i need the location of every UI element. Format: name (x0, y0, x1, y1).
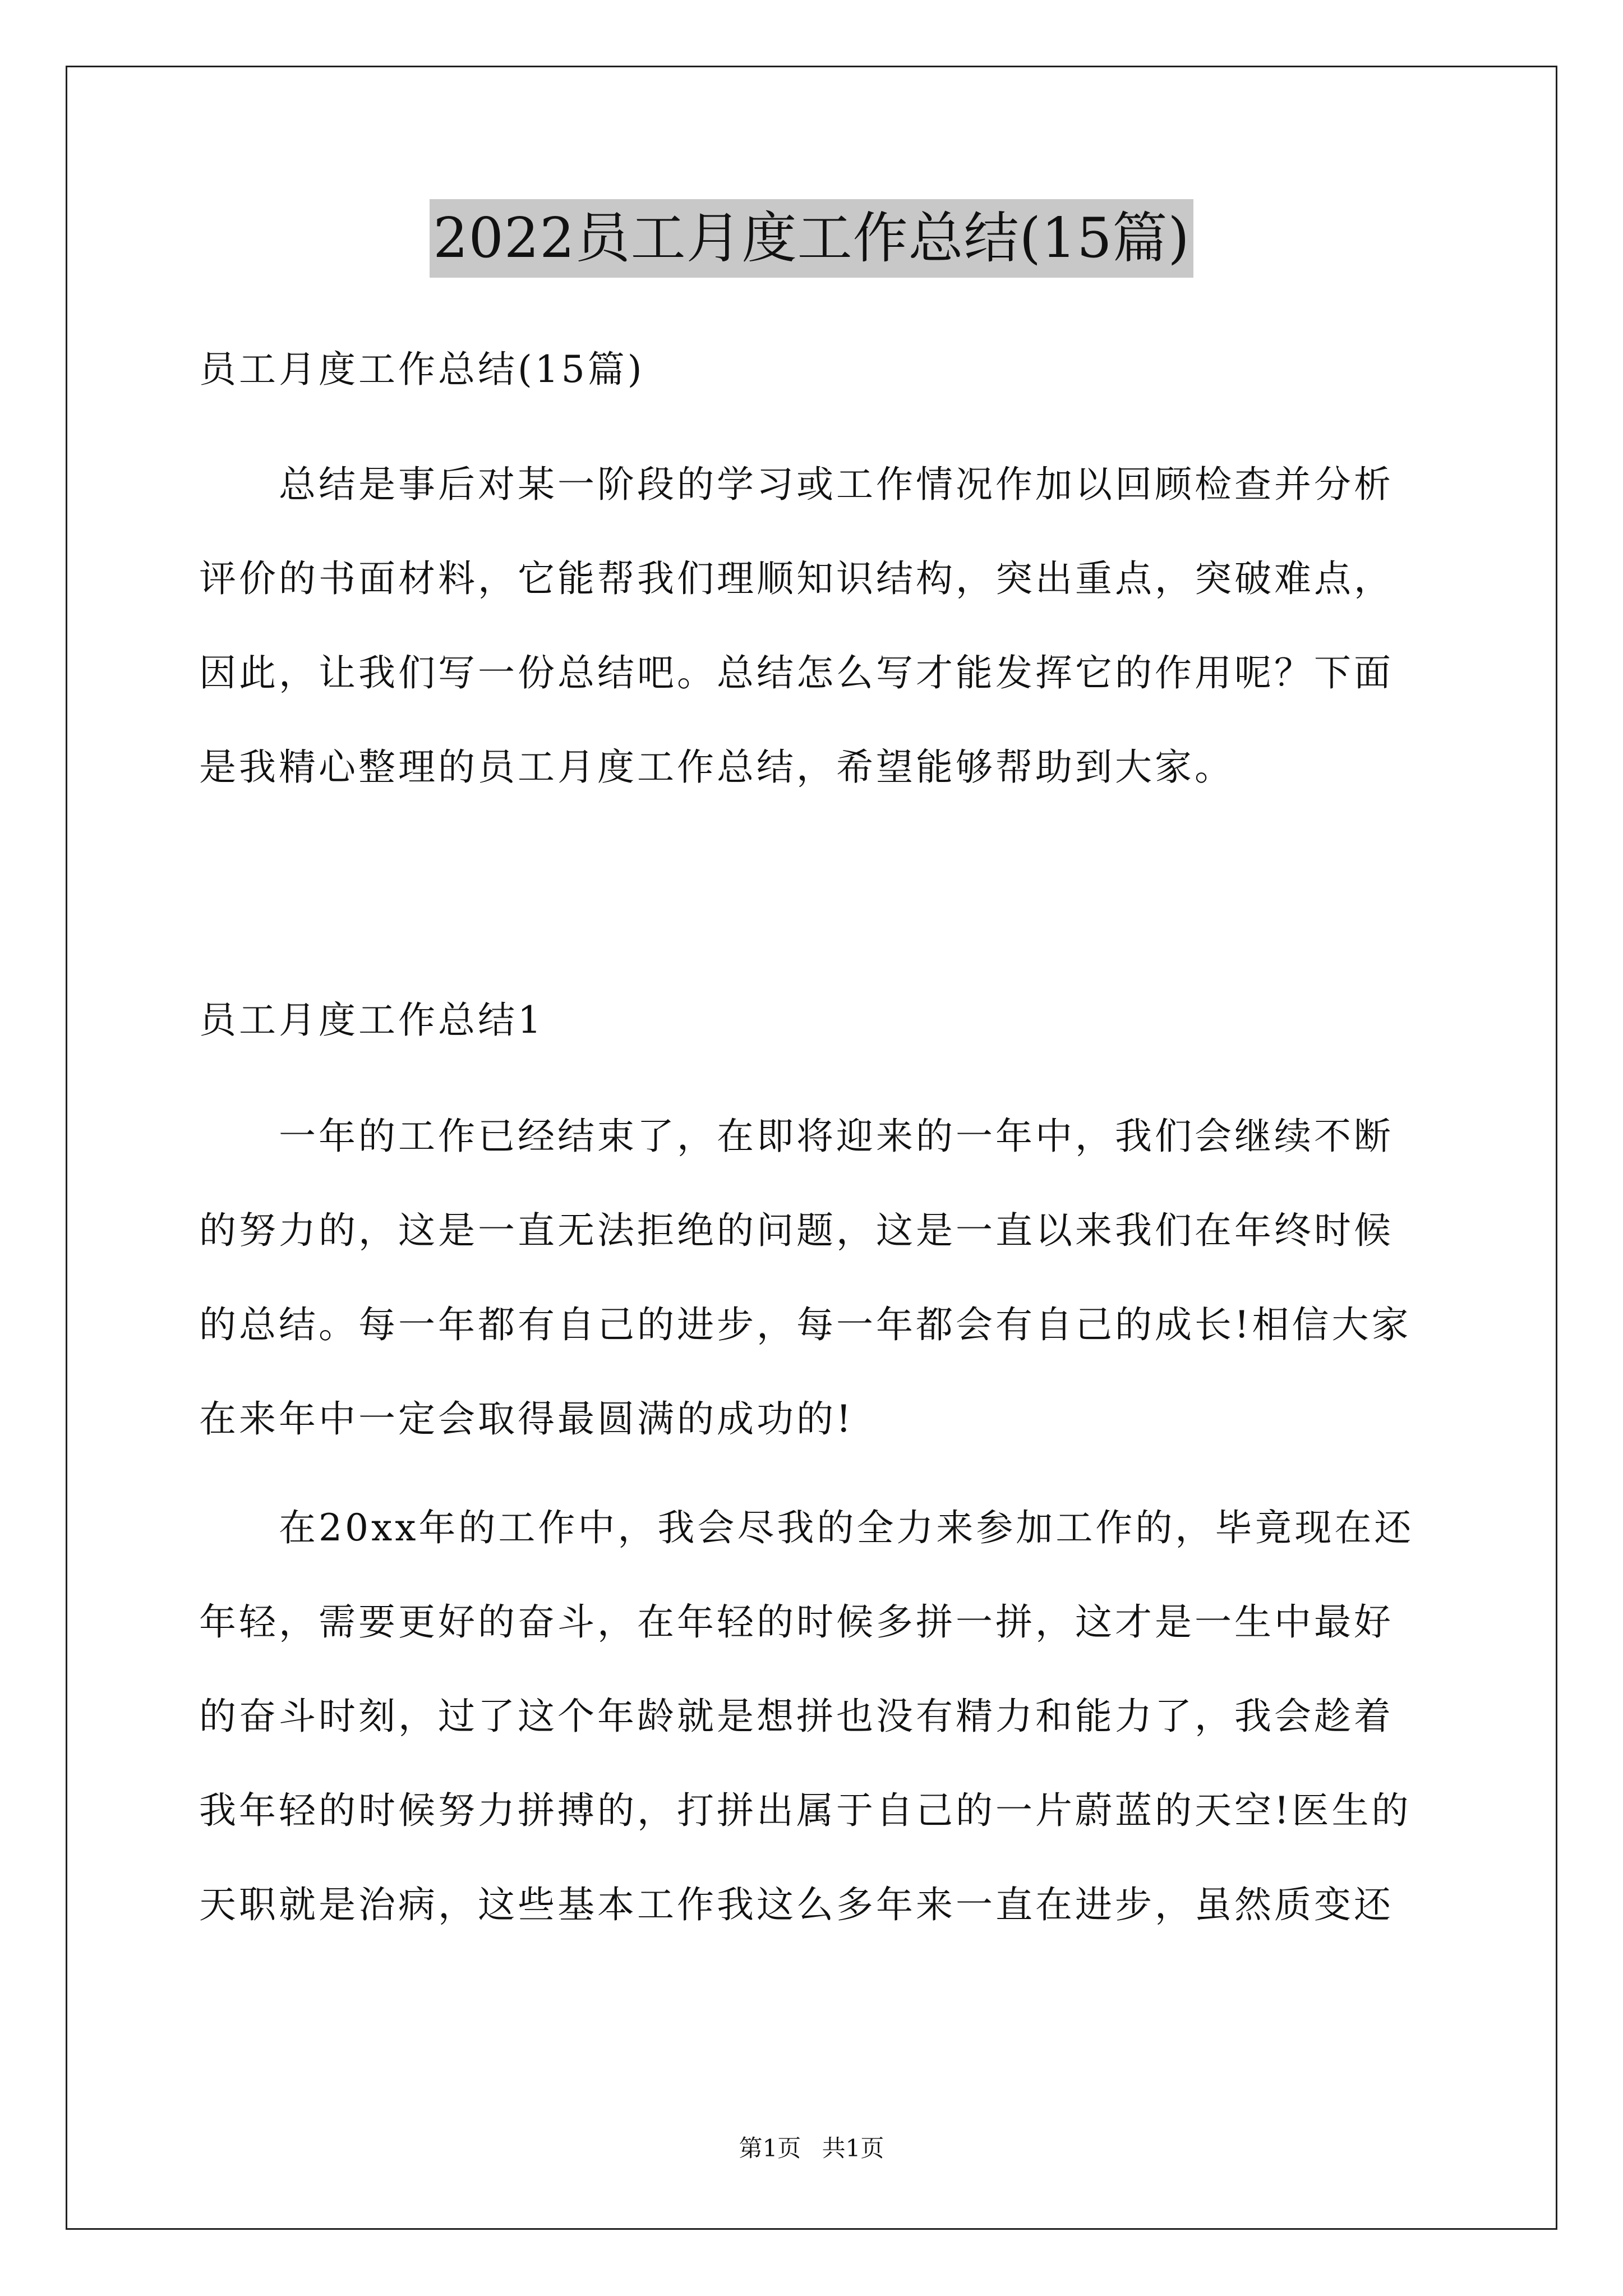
document-subtitle: 员工月度工作总结(15篇) (199, 348, 645, 391)
page-number-total: 共1页 (822, 2134, 884, 2162)
page-footer (0, 2132, 1623, 2165)
section1-paragraph-2 (199, 1503, 1433, 1930)
text-line: 因此，让我们写一份总结吧。总结怎么写才能发挥它的作用呢？下面 (199, 651, 1394, 694)
title-container (0, 199, 1623, 278)
text-line: 的努力的，这是一直无法拒绝的问题，这是一直以来我们在年终时候 (199, 1209, 1394, 1252)
text-line: 的奋斗时刻，过了这个年龄就是想拼也没有精力和能力了，我会趁着 (199, 1695, 1394, 1738)
section1-paragraph-1 (199, 1112, 1433, 1444)
text-line: 在20xx年的工作中，我会尽我的全力来参加工作的，毕竟现在还 (199, 1506, 1414, 1549)
text-line: 我年轻的时候努力拼搏的，打拼出属于自己的一片蔚蓝的天空!医生的 (199, 1789, 1412, 1832)
text-line: 一年的工作已经结束了，在即将迎来的一年中，我们会继续不断 (199, 1115, 1394, 1158)
text-line: 是我精心整理的员工月度工作总结，希望能够帮助到大家。 (199, 746, 1234, 789)
section-heading-block (199, 996, 1433, 1045)
text-line: 的总结。每一年都有自己的进步，每一年都会有自己的成长!相信大家 (199, 1303, 1412, 1346)
intro-paragraph (199, 460, 1433, 792)
text-line: 总结是事后对某一阶段的学习或工作情况作加以回顾检查并分析 (199, 463, 1394, 506)
subtitle-block (199, 345, 1433, 394)
text-line: 天职就是治病，这些基本工作我这么多年来一直在进步，虽然质变还 (199, 1883, 1394, 1926)
text-line: 年轻，需要更好的奋斗，在年轻的时候多拼一拼，这才是一生中最好 (199, 1600, 1394, 1644)
text-line: 评价的书面材料，它能帮我们理顺知识结构，突出重点，突破难点， (199, 557, 1394, 600)
page-number-current: 第1页 (739, 2134, 801, 2162)
text-line: 在来年中一定会取得最圆满的成功的! (199, 1397, 854, 1441)
document-title: 2022员工月度工作总结(15篇) (430, 199, 1193, 278)
section-heading: 员工月度工作总结1 (199, 999, 544, 1042)
